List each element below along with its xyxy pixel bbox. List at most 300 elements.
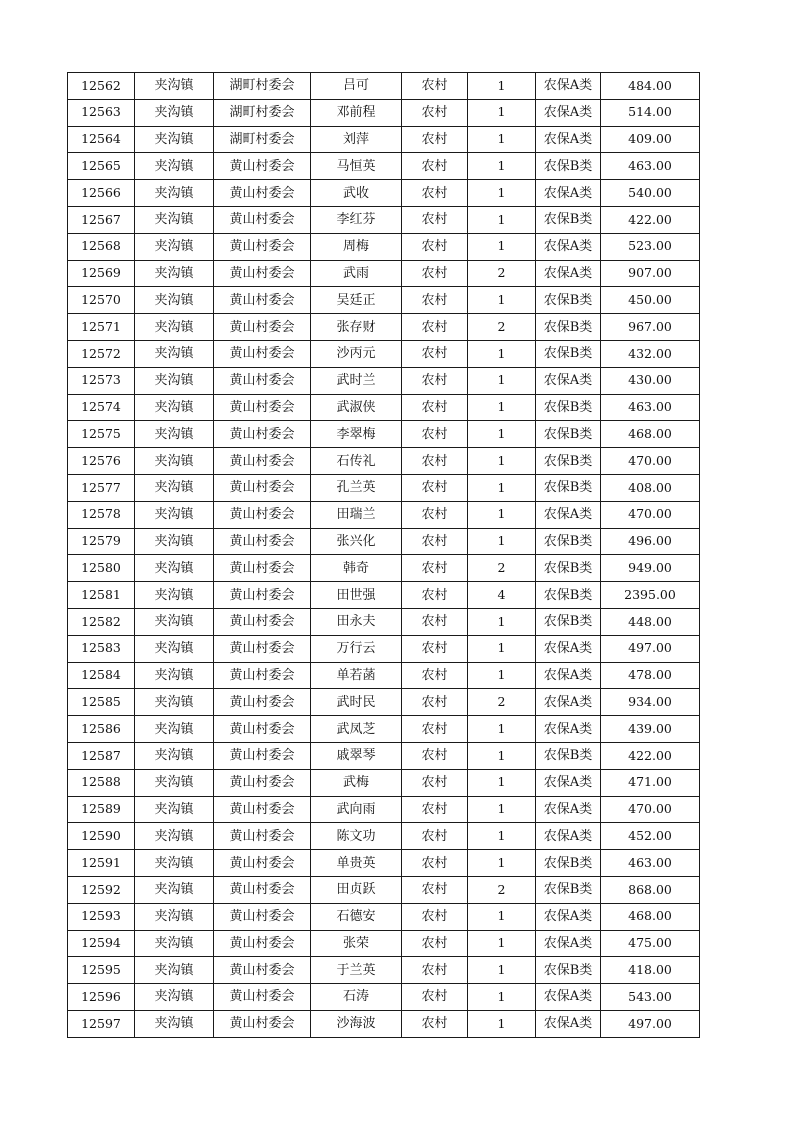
household-count-cell: 4 xyxy=(468,582,536,609)
name-cell: 李翠梅 xyxy=(311,421,402,448)
table-row xyxy=(68,394,700,421)
village-committee-cell: 湖町村委会 xyxy=(214,126,311,153)
village-committee-cell: 黄山村委会 xyxy=(214,689,311,716)
area-type-cell: 农村 xyxy=(402,957,468,984)
town-cell: 夹沟镇 xyxy=(135,340,214,367)
household-count-cell: 1 xyxy=(468,528,536,555)
village-committee-cell: 黄山村委会 xyxy=(214,930,311,957)
table-row xyxy=(68,73,700,100)
insurance-category-cell: 农保A类 xyxy=(536,769,601,796)
town-cell: 夹沟镇 xyxy=(135,501,214,528)
insurance-category-cell: 农保A类 xyxy=(536,662,601,689)
table-row xyxy=(68,984,700,1011)
household-count-cell: 1 xyxy=(468,394,536,421)
town-cell: 夹沟镇 xyxy=(135,850,214,877)
amount-cell: 496.00 xyxy=(601,528,700,555)
household-count-cell: 1 xyxy=(468,421,536,448)
amount-cell: 514.00 xyxy=(601,99,700,126)
table-row xyxy=(68,367,700,394)
name-cell: 马恒英 xyxy=(311,153,402,180)
household-count-cell: 1 xyxy=(468,796,536,823)
roster-table-body xyxy=(68,73,700,1038)
village-committee-cell: 黄山村委会 xyxy=(214,233,311,260)
serial-number-cell: 12571 xyxy=(68,314,135,341)
area-type-cell: 农村 xyxy=(402,528,468,555)
village-committee-cell: 黄山村委会 xyxy=(214,769,311,796)
area-type-cell: 农村 xyxy=(402,689,468,716)
insurance-category-cell: 农保B类 xyxy=(536,528,601,555)
village-committee-cell: 黄山村委会 xyxy=(214,528,311,555)
village-committee-cell: 黄山村委会 xyxy=(214,850,311,877)
table-row xyxy=(68,716,700,743)
household-count-cell: 1 xyxy=(468,233,536,260)
insurance-category-cell: 农保B类 xyxy=(536,340,601,367)
amount-cell: 422.00 xyxy=(601,742,700,769)
amount-cell: 497.00 xyxy=(601,1010,700,1037)
serial-number-cell: 12591 xyxy=(68,850,135,877)
household-count-cell: 2 xyxy=(468,555,536,582)
serial-number-cell: 12564 xyxy=(68,126,135,153)
area-type-cell: 农村 xyxy=(402,206,468,233)
table-row xyxy=(68,823,700,850)
town-cell: 夹沟镇 xyxy=(135,984,214,1011)
area-type-cell: 农村 xyxy=(402,662,468,689)
area-type-cell: 农村 xyxy=(402,99,468,126)
table-row xyxy=(68,742,700,769)
name-cell: 武收 xyxy=(311,180,402,207)
household-count-cell: 1 xyxy=(468,126,536,153)
serial-number-cell: 12587 xyxy=(68,742,135,769)
serial-number-cell: 12593 xyxy=(68,903,135,930)
area-type-cell: 农村 xyxy=(402,769,468,796)
name-cell: 田贞跃 xyxy=(311,876,402,903)
serial-number-cell: 12589 xyxy=(68,796,135,823)
amount-cell: 450.00 xyxy=(601,287,700,314)
serial-number-cell: 12567 xyxy=(68,206,135,233)
name-cell: 沙海波 xyxy=(311,1010,402,1037)
household-count-cell: 1 xyxy=(468,448,536,475)
amount-cell: 540.00 xyxy=(601,180,700,207)
serial-number-cell: 12585 xyxy=(68,689,135,716)
town-cell: 夹沟镇 xyxy=(135,260,214,287)
household-count-cell: 1 xyxy=(468,957,536,984)
area-type-cell: 农村 xyxy=(402,742,468,769)
amount-cell: 523.00 xyxy=(601,233,700,260)
insurance-category-cell: 农保B类 xyxy=(536,421,601,448)
area-type-cell: 农村 xyxy=(402,180,468,207)
table-row xyxy=(68,662,700,689)
serial-number-cell: 12583 xyxy=(68,635,135,662)
table-row xyxy=(68,287,700,314)
town-cell: 夹沟镇 xyxy=(135,99,214,126)
table-row xyxy=(68,180,700,207)
household-count-cell: 1 xyxy=(468,99,536,126)
town-cell: 夹沟镇 xyxy=(135,662,214,689)
town-cell: 夹沟镇 xyxy=(135,287,214,314)
village-committee-cell: 黄山村委会 xyxy=(214,314,311,341)
village-committee-cell: 黄山村委会 xyxy=(214,555,311,582)
amount-cell: 967.00 xyxy=(601,314,700,341)
insurance-category-cell: 农保A类 xyxy=(536,823,601,850)
household-count-cell: 1 xyxy=(468,474,536,501)
town-cell: 夹沟镇 xyxy=(135,608,214,635)
insurance-category-cell: 农保B类 xyxy=(536,394,601,421)
amount-cell: 907.00 xyxy=(601,260,700,287)
village-committee-cell: 黄山村委会 xyxy=(214,957,311,984)
village-committee-cell: 黄山村委会 xyxy=(214,823,311,850)
table-row xyxy=(68,769,700,796)
area-type-cell: 农村 xyxy=(402,903,468,930)
insurance-category-cell: 农保A类 xyxy=(536,635,601,662)
name-cell: 刘萍 xyxy=(311,126,402,153)
amount-cell: 471.00 xyxy=(601,769,700,796)
amount-cell: 463.00 xyxy=(601,394,700,421)
area-type-cell: 农村 xyxy=(402,930,468,957)
name-cell: 武雨 xyxy=(311,260,402,287)
serial-number-cell: 12590 xyxy=(68,823,135,850)
name-cell: 于兰英 xyxy=(311,957,402,984)
serial-number-cell: 12584 xyxy=(68,662,135,689)
insurance-category-cell: 农保B类 xyxy=(536,314,601,341)
area-type-cell: 农村 xyxy=(402,73,468,100)
insurance-category-cell: 农保B类 xyxy=(536,287,601,314)
name-cell: 武时兰 xyxy=(311,367,402,394)
name-cell: 单贵英 xyxy=(311,850,402,877)
name-cell: 孔兰英 xyxy=(311,474,402,501)
table-row xyxy=(68,528,700,555)
amount-cell: 470.00 xyxy=(601,448,700,475)
amount-cell: 409.00 xyxy=(601,126,700,153)
name-cell: 单若菡 xyxy=(311,662,402,689)
village-committee-cell: 黄山村委会 xyxy=(214,153,311,180)
village-committee-cell: 黄山村委会 xyxy=(214,662,311,689)
serial-number-cell: 12596 xyxy=(68,984,135,1011)
name-cell: 田永夫 xyxy=(311,608,402,635)
table-row xyxy=(68,582,700,609)
town-cell: 夹沟镇 xyxy=(135,448,214,475)
serial-number-cell: 12576 xyxy=(68,448,135,475)
name-cell: 石涛 xyxy=(311,984,402,1011)
roster-table xyxy=(67,72,700,1038)
town-cell: 夹沟镇 xyxy=(135,903,214,930)
amount-cell: 418.00 xyxy=(601,957,700,984)
area-type-cell: 农村 xyxy=(402,555,468,582)
serial-number-cell: 12594 xyxy=(68,930,135,957)
serial-number-cell: 12582 xyxy=(68,608,135,635)
insurance-category-cell: 农保A类 xyxy=(536,126,601,153)
name-cell: 周梅 xyxy=(311,233,402,260)
household-count-cell: 1 xyxy=(468,367,536,394)
amount-cell: 475.00 xyxy=(601,930,700,957)
town-cell: 夹沟镇 xyxy=(135,528,214,555)
amount-cell: 448.00 xyxy=(601,608,700,635)
household-count-cell: 1 xyxy=(468,287,536,314)
household-count-cell: 2 xyxy=(468,689,536,716)
amount-cell: 422.00 xyxy=(601,206,700,233)
town-cell: 夹沟镇 xyxy=(135,635,214,662)
insurance-category-cell: 农保B类 xyxy=(536,206,601,233)
village-committee-cell: 黄山村委会 xyxy=(214,1010,311,1037)
village-committee-cell: 黄山村委会 xyxy=(214,716,311,743)
serial-number-cell: 12577 xyxy=(68,474,135,501)
amount-cell: 484.00 xyxy=(601,73,700,100)
table-row xyxy=(68,421,700,448)
insurance-category-cell: 农保A类 xyxy=(536,367,601,394)
insurance-category-cell: 农保A类 xyxy=(536,233,601,260)
serial-number-cell: 12581 xyxy=(68,582,135,609)
town-cell: 夹沟镇 xyxy=(135,153,214,180)
town-cell: 夹沟镇 xyxy=(135,689,214,716)
area-type-cell: 农村 xyxy=(402,1010,468,1037)
area-type-cell: 农村 xyxy=(402,635,468,662)
table-row xyxy=(68,340,700,367)
household-count-cell: 1 xyxy=(468,180,536,207)
town-cell: 夹沟镇 xyxy=(135,367,214,394)
table-row xyxy=(68,153,700,180)
name-cell: 吕可 xyxy=(311,73,402,100)
name-cell: 张荣 xyxy=(311,930,402,957)
insurance-category-cell: 农保A类 xyxy=(536,716,601,743)
serial-number-cell: 12595 xyxy=(68,957,135,984)
household-count-cell: 1 xyxy=(468,716,536,743)
town-cell: 夹沟镇 xyxy=(135,126,214,153)
name-cell: 陈文功 xyxy=(311,823,402,850)
serial-number-cell: 12578 xyxy=(68,501,135,528)
area-type-cell: 农村 xyxy=(402,876,468,903)
area-type-cell: 农村 xyxy=(402,850,468,877)
table-row xyxy=(68,635,700,662)
insurance-category-cell: 农保A类 xyxy=(536,1010,601,1037)
town-cell: 夹沟镇 xyxy=(135,206,214,233)
town-cell: 夹沟镇 xyxy=(135,1010,214,1037)
village-committee-cell: 黄山村委会 xyxy=(214,287,311,314)
town-cell: 夹沟镇 xyxy=(135,394,214,421)
village-committee-cell: 黄山村委会 xyxy=(214,903,311,930)
household-count-cell: 1 xyxy=(468,662,536,689)
name-cell: 吴廷正 xyxy=(311,287,402,314)
household-count-cell: 1 xyxy=(468,635,536,662)
amount-cell: 432.00 xyxy=(601,340,700,367)
serial-number-cell: 12569 xyxy=(68,260,135,287)
serial-number-cell: 12592 xyxy=(68,876,135,903)
household-count-cell: 1 xyxy=(468,1010,536,1037)
village-committee-cell: 黄山村委会 xyxy=(214,635,311,662)
amount-cell: 934.00 xyxy=(601,689,700,716)
insurance-category-cell: 农保A类 xyxy=(536,73,601,100)
name-cell: 武时民 xyxy=(311,689,402,716)
amount-cell: 430.00 xyxy=(601,367,700,394)
insurance-category-cell: 农保A类 xyxy=(536,260,601,287)
village-committee-cell: 黄山村委会 xyxy=(214,582,311,609)
serial-number-cell: 12573 xyxy=(68,367,135,394)
name-cell: 韩奇 xyxy=(311,555,402,582)
table-row xyxy=(68,233,700,260)
name-cell: 万行云 xyxy=(311,635,402,662)
name-cell: 田世强 xyxy=(311,582,402,609)
name-cell: 武凤芝 xyxy=(311,716,402,743)
amount-cell: 868.00 xyxy=(601,876,700,903)
area-type-cell: 农村 xyxy=(402,340,468,367)
insurance-category-cell: 农保B类 xyxy=(536,582,601,609)
amount-cell: 468.00 xyxy=(601,421,700,448)
serial-number-cell: 12562 xyxy=(68,73,135,100)
area-type-cell: 农村 xyxy=(402,448,468,475)
town-cell: 夹沟镇 xyxy=(135,73,214,100)
town-cell: 夹沟镇 xyxy=(135,796,214,823)
serial-number-cell: 12586 xyxy=(68,716,135,743)
household-count-cell: 1 xyxy=(468,153,536,180)
name-cell: 张兴化 xyxy=(311,528,402,555)
household-count-cell: 1 xyxy=(468,608,536,635)
area-type-cell: 农村 xyxy=(402,501,468,528)
serial-number-cell: 12565 xyxy=(68,153,135,180)
village-committee-cell: 黄山村委会 xyxy=(214,796,311,823)
table-row xyxy=(68,126,700,153)
area-type-cell: 农村 xyxy=(402,367,468,394)
village-committee-cell: 黄山村委会 xyxy=(214,984,311,1011)
area-type-cell: 农村 xyxy=(402,823,468,850)
serial-number-cell: 12566 xyxy=(68,180,135,207)
serial-number-cell: 12588 xyxy=(68,769,135,796)
insurance-category-cell: 农保A类 xyxy=(536,99,601,126)
amount-cell: 2395.00 xyxy=(601,582,700,609)
household-count-cell: 2 xyxy=(468,260,536,287)
table-row xyxy=(68,876,700,903)
table-row xyxy=(68,555,700,582)
insurance-category-cell: 农保B类 xyxy=(536,448,601,475)
insurance-category-cell: 农保B类 xyxy=(536,850,601,877)
amount-cell: 408.00 xyxy=(601,474,700,501)
name-cell: 武向雨 xyxy=(311,796,402,823)
table-row xyxy=(68,903,700,930)
area-type-cell: 农村 xyxy=(402,474,468,501)
village-committee-cell: 黄山村委会 xyxy=(214,394,311,421)
area-type-cell: 农村 xyxy=(402,260,468,287)
village-committee-cell: 黄山村委会 xyxy=(214,367,311,394)
town-cell: 夹沟镇 xyxy=(135,876,214,903)
amount-cell: 949.00 xyxy=(601,555,700,582)
name-cell: 沙丙元 xyxy=(311,340,402,367)
name-cell: 武梅 xyxy=(311,769,402,796)
town-cell: 夹沟镇 xyxy=(135,180,214,207)
insurance-category-cell: 农保B类 xyxy=(536,555,601,582)
village-committee-cell: 黄山村委会 xyxy=(214,448,311,475)
area-type-cell: 农村 xyxy=(402,582,468,609)
household-count-cell: 1 xyxy=(468,823,536,850)
household-count-cell: 1 xyxy=(468,206,536,233)
town-cell: 夹沟镇 xyxy=(135,957,214,984)
serial-number-cell: 12579 xyxy=(68,528,135,555)
village-committee-cell: 黄山村委会 xyxy=(214,474,311,501)
town-cell: 夹沟镇 xyxy=(135,769,214,796)
insurance-category-cell: 农保B类 xyxy=(536,742,601,769)
amount-cell: 468.00 xyxy=(601,903,700,930)
area-type-cell: 农村 xyxy=(402,287,468,314)
amount-cell: 470.00 xyxy=(601,796,700,823)
insurance-category-cell: 农保A类 xyxy=(536,930,601,957)
table-row xyxy=(68,689,700,716)
insurance-category-cell: 农保B类 xyxy=(536,153,601,180)
serial-number-cell: 12574 xyxy=(68,394,135,421)
insurance-category-cell: 农保B类 xyxy=(536,876,601,903)
village-committee-cell: 黄山村委会 xyxy=(214,501,311,528)
name-cell: 石传礼 xyxy=(311,448,402,475)
serial-number-cell: 12570 xyxy=(68,287,135,314)
amount-cell: 463.00 xyxy=(601,850,700,877)
serial-number-cell: 12580 xyxy=(68,555,135,582)
household-count-cell: 1 xyxy=(468,850,536,877)
name-cell: 邓前程 xyxy=(311,99,402,126)
serial-number-cell: 12597 xyxy=(68,1010,135,1037)
town-cell: 夹沟镇 xyxy=(135,716,214,743)
table-row xyxy=(68,957,700,984)
serial-number-cell: 12572 xyxy=(68,340,135,367)
household-count-cell: 1 xyxy=(468,930,536,957)
town-cell: 夹沟镇 xyxy=(135,474,214,501)
town-cell: 夹沟镇 xyxy=(135,823,214,850)
town-cell: 夹沟镇 xyxy=(135,555,214,582)
town-cell: 夹沟镇 xyxy=(135,930,214,957)
amount-cell: 543.00 xyxy=(601,984,700,1011)
insurance-category-cell: 农保B类 xyxy=(536,608,601,635)
household-count-cell: 1 xyxy=(468,73,536,100)
amount-cell: 452.00 xyxy=(601,823,700,850)
household-count-cell: 1 xyxy=(468,769,536,796)
serial-number-cell: 12568 xyxy=(68,233,135,260)
serial-number-cell: 12575 xyxy=(68,421,135,448)
household-count-cell: 1 xyxy=(468,340,536,367)
household-count-cell: 1 xyxy=(468,742,536,769)
insurance-category-cell: 农保B类 xyxy=(536,474,601,501)
area-type-cell: 农村 xyxy=(402,153,468,180)
insurance-category-cell: 农保A类 xyxy=(536,984,601,1011)
town-cell: 夹沟镇 xyxy=(135,742,214,769)
table-row xyxy=(68,608,700,635)
insurance-category-cell: 农保A类 xyxy=(536,180,601,207)
table-row xyxy=(68,474,700,501)
household-count-cell: 1 xyxy=(468,903,536,930)
table-row xyxy=(68,850,700,877)
village-committee-cell: 黄山村委会 xyxy=(214,260,311,287)
area-type-cell: 农村 xyxy=(402,421,468,448)
table-row xyxy=(68,1010,700,1037)
name-cell: 武淑侠 xyxy=(311,394,402,421)
household-count-cell: 2 xyxy=(468,314,536,341)
name-cell: 石德安 xyxy=(311,903,402,930)
household-count-cell: 2 xyxy=(468,876,536,903)
village-committee-cell: 黄山村委会 xyxy=(214,608,311,635)
name-cell: 田瑞兰 xyxy=(311,501,402,528)
table-row xyxy=(68,448,700,475)
village-committee-cell: 湖町村委会 xyxy=(214,99,311,126)
table-row xyxy=(68,796,700,823)
area-type-cell: 农村 xyxy=(402,608,468,635)
area-type-cell: 农村 xyxy=(402,984,468,1011)
amount-cell: 463.00 xyxy=(601,153,700,180)
area-type-cell: 农村 xyxy=(402,796,468,823)
amount-cell: 470.00 xyxy=(601,501,700,528)
insurance-category-cell: 农保B类 xyxy=(536,957,601,984)
village-committee-cell: 黄山村委会 xyxy=(214,340,311,367)
name-cell: 张存财 xyxy=(311,314,402,341)
village-committee-cell: 黄山村委会 xyxy=(214,180,311,207)
table-row xyxy=(68,314,700,341)
area-type-cell: 农村 xyxy=(402,394,468,421)
village-committee-cell: 黄山村委会 xyxy=(214,742,311,769)
insurance-category-cell: 农保A类 xyxy=(536,501,601,528)
table-row xyxy=(68,501,700,528)
village-committee-cell: 黄山村委会 xyxy=(214,206,311,233)
